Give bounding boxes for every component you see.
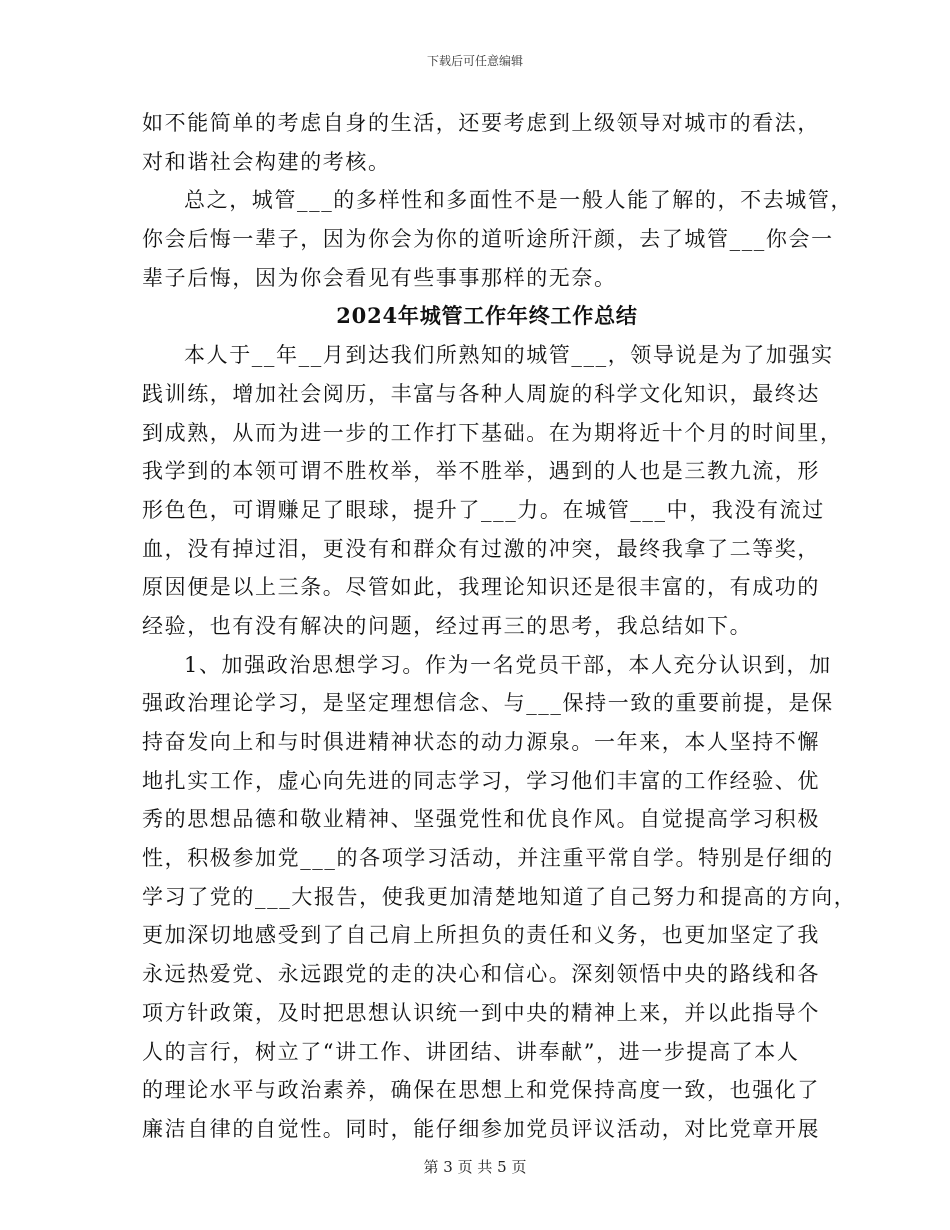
text-line: 持奋发向上和与时俱进精神状态的动力源泉。一年来，本人坚持不懈	[142, 730, 820, 754]
text-line: 人的言行，树立了“讲工作、讲团结、讲奉献”，进一步提高了本人	[142, 1039, 800, 1064]
paragraph-start: 总之，城管___的多样性和多面性不是一般人能了解的，不去城管，	[184, 188, 854, 213]
text-line: 原因便是以上三条。尽管如此，我理论知识还是很丰富的，有成功的	[142, 575, 820, 600]
text-line: 血，没有掉过泪，更没有和群众有过激的冲突，最终我拿了二等奖，	[142, 536, 820, 561]
text-line: 地扎实工作，虚心向先进的同志学习，学习他们丰富的工作经验、优	[142, 768, 820, 793]
text-line: 廉洁自律的自觉性。同时，能仔细参加党员评议活动，对比党章开展	[142, 1116, 820, 1141]
text-line: 项方针政策，及时把思想认识统一到中央的精神上来，并以此指导个	[142, 1000, 820, 1025]
text-line: 对和谐社会构建的考核。	[142, 149, 391, 174]
text-line: 经验，也有没有解决的问题，经过再三的思考，我总结如下。	[142, 613, 753, 638]
text-line: 强政治理论学习，是坚定理想信念、与___保持一致的重要前提，是保	[142, 691, 834, 716]
text-line: 永远热爱党、永远跟党的走的决心和信心。深刻领悟中央的路线和各	[142, 962, 820, 987]
document-body	[142, 104, 857, 1149]
text-line: 学习了党的___大报告，使我更加清楚地知道了自己努力和提高的方向，	[142, 884, 857, 909]
page-number: 第 3 页 共 5 页	[423, 1158, 527, 1176]
text-line: 如不能简单的考虑自身的生活，还要考虑到上级领导对城市的看法，	[142, 111, 820, 135]
text-line: 我学到的本领可谓不胜枚举，举不胜举，遇到的人也是三教九流，形	[142, 459, 820, 484]
text-line: 践训练，增加社会阅历，丰富与各种人周旋的科学文化知识，最终达	[142, 381, 820, 406]
text-line: 你会后悔一辈子，因为你会为你的道听途所汗颜，去了城管___你会一	[142, 227, 834, 252]
text-line: 辈子后悔，因为你会看见有些事事那样的无奈。	[142, 265, 617, 290]
section-title: 2024年城管工作年终工作总结	[336, 303, 638, 329]
text-line: 更加深切地感受到了自己肩上所担负的责任和义务，也更加坚定了我	[142, 923, 820, 948]
text-line: 的理论水平与政治素养，确保在思想上和党保持高度一致，也强化了	[142, 1078, 820, 1103]
text-line: 秀的思想品德和敬业精神、坚强党性和优良作风。自觉提高学习积极	[142, 807, 820, 832]
text-line: 到成熟，从而为进一步的工作打下基础。在为期将近十个月的时间里，	[142, 420, 843, 445]
paragraph-start: 1、加强政治思想学习。作为一名党员干部，本人充分认识到，加	[184, 652, 832, 677]
text-line: 形色色，可谓赚足了眼球，提升了___力。在城管___中，我没有流过	[142, 497, 825, 522]
paragraph-start: 本人于__年__月到达我们所熟知的城管___，领导说是为了加强实	[184, 343, 834, 368]
text-line: 性，积极参加党___的各项学习活动，并注重平常自学。特别是仔细的	[142, 846, 834, 871]
page-header-note: 下载后可任意编辑	[426, 54, 523, 68]
